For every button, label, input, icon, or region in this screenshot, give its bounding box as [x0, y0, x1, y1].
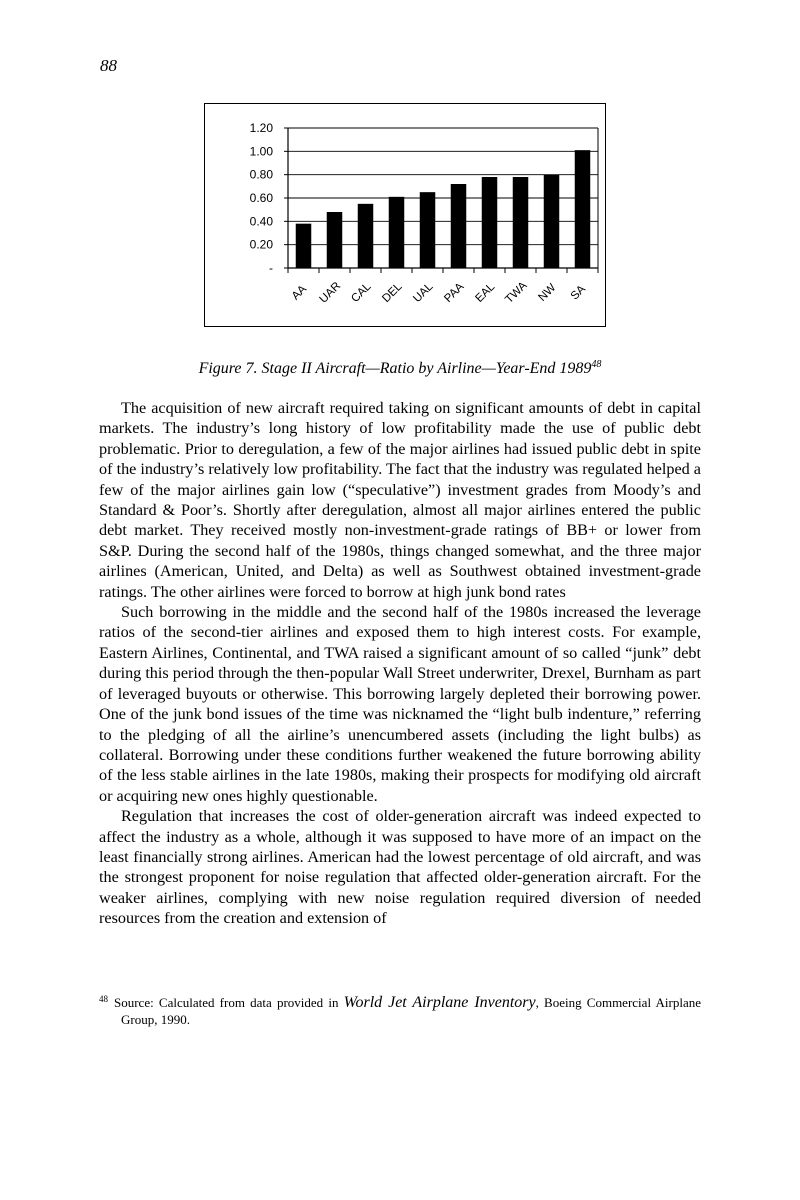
- page-number: 88: [100, 56, 117, 75]
- bar: [358, 204, 374, 268]
- body-text: [99, 398, 701, 929]
- x-tick-label: UAL: [411, 280, 436, 306]
- x-tick-label: AA: [289, 283, 310, 303]
- x-tick-label: CAL: [349, 280, 374, 306]
- footnote: [99, 994, 701, 1028]
- bar: [327, 212, 343, 268]
- footnote-source-title: World Jet Airplane Inventory: [343, 994, 536, 1011]
- x-tick-label: DEL: [380, 280, 405, 306]
- x-tick-label: UAR: [317, 280, 344, 306]
- bar: [513, 177, 529, 268]
- bar: [389, 197, 405, 268]
- y-tick-label: 1.00: [249, 144, 273, 159]
- y-tick-label: 0.40: [249, 214, 273, 229]
- x-tick-label: SA: [568, 283, 589, 303]
- y-tick-label: 0.80: [249, 167, 273, 182]
- paragraph: Such borrowing in the middle and the second half of the 1980s increased the leverage ratios of the second-tier airlines and exposed them to high interest costs. For example, Eastern Airlines, Continental, and TWA raised a significant amount of so called “junk” debt during this period through the then-popular Wall Street underwriter, Drexel, Burnham as part of leveraged buyouts or otherwise. This borrowing largely depleted their borrowing power. One of the junk bond issues of the time was nicknamed the “light bulb indenture,” referring to the pledging of all the airline’s unencumbered assets (including the light bulbs) as collateral. Borrowing under these conditions further weakened the future borrowing ability of the less stable airlines in the late 1980s, making their prospects for modifying old aircraft or acquiring new ones highly questionable.: [99, 603, 701, 805]
- figure-footnote-ref: 48: [591, 359, 602, 370]
- footnote-number: 48: [99, 994, 108, 1004]
- bar: [420, 192, 436, 268]
- bar: [451, 184, 467, 268]
- x-tick-label: NW: [536, 281, 559, 304]
- bar: [482, 177, 498, 268]
- bar: [544, 175, 560, 268]
- x-tick-label: PAA: [442, 280, 467, 305]
- y-tick-label: 0.20: [249, 237, 273, 252]
- y-tick-label: -: [269, 261, 273, 275]
- paragraph: Regulation that increases the cost of older-generation aircraft was indeed expected to affect the industry as a whole, although it was supposed to have more of an impact on the least financially strong airlines. American had the lowest percentage of old aircraft, and was the strongest proponent for noise regulation that affected older-generation aircraft. For the weaker airlines, complying with new noise regulation required diversion of needed resources from the creation and extension of: [99, 807, 701, 928]
- bar: [575, 150, 591, 268]
- bar-chart: [205, 104, 605, 326]
- figure-caption: [0, 360, 800, 378]
- bar: [296, 224, 312, 268]
- paragraph: The acquisition of new aircraft required taking on significant amounts of debt in capital markets. The industry’s long history of low profitability made the use of public debt problematic. Prior to deregulation, a few of the major airlines had issued public debt in spite of the industry’s relatively low profitability. The fact that the industry was regulated helped a few of the major airlines gain low (“speculative”) investment grades from Moody’s and Standard & Poor’s. Shortly after deregulation, almost all major airlines entered the public debt market. They received mostly non-investment-grade ratings of BB+ or lower from S&P. During the second half of the 1980s, things changed somewhat, and the three major airlines (American, United, and Delta) as well as Southwest obtained investment-grade ratings. The other airlines were forced to borrow at high junk bond rates: [99, 399, 701, 601]
- chart-frame: [204, 103, 606, 327]
- y-tick-label: 0.60: [249, 191, 273, 205]
- y-tick-label: 1.20: [249, 121, 273, 135]
- x-tick-label: EAL: [473, 280, 498, 305]
- footnote-text-after: , Boeing Commercial Airplane Group, 1990.: [121, 995, 701, 1027]
- footnote-text-before: Source: Calculated from data provided in: [114, 995, 344, 1010]
- x-tick-label: TWA: [503, 279, 530, 307]
- figure-caption-text: Figure 7. Stage II Aircraft—Ratio by Airline—Year-End 1989: [198, 360, 592, 377]
